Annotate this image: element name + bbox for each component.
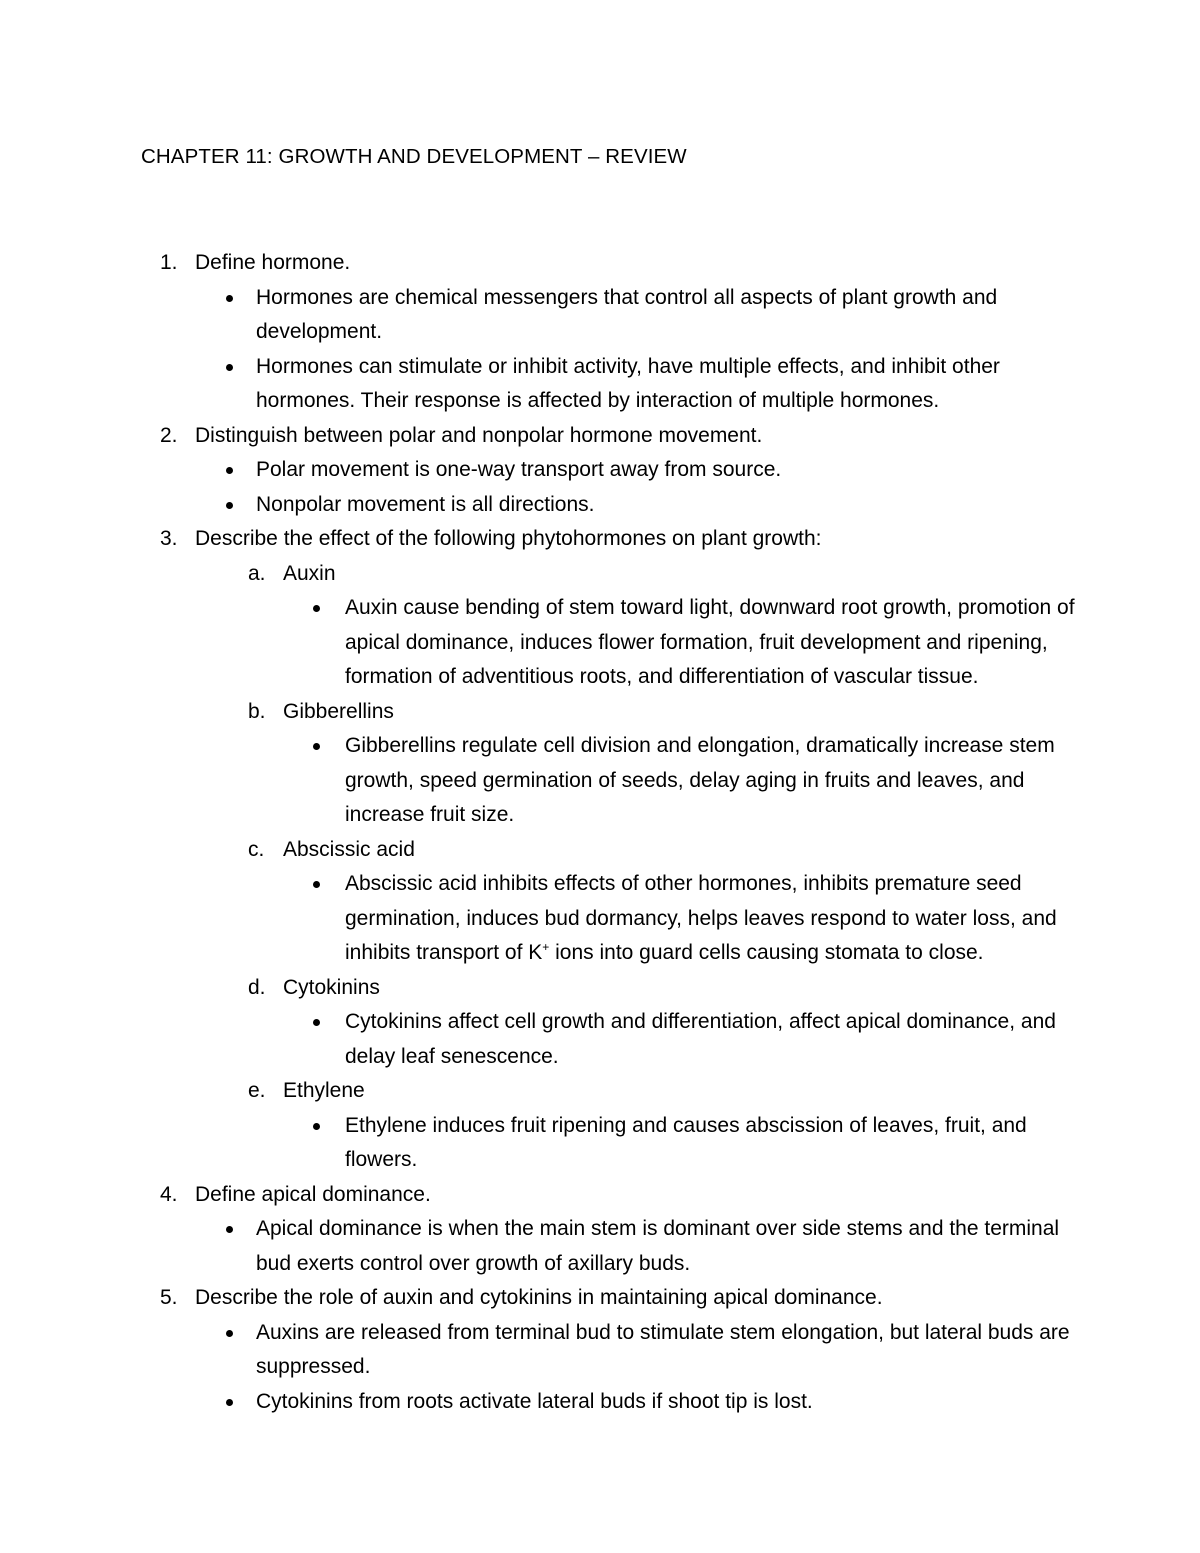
bullet-icon bbox=[226, 1399, 233, 1406]
answer-bullet: Nonpolar movement is all directions. bbox=[0, 488, 1200, 523]
subitem-name: Ethylene bbox=[283, 1079, 365, 1102]
question-text: Define apical dominance. bbox=[195, 1182, 431, 1206]
bullet-icon bbox=[313, 1019, 320, 1026]
subitem-letter: e. bbox=[248, 1079, 266, 1102]
bullet-icon bbox=[313, 1123, 320, 1130]
answer-bullet: Cytokinins from roots activate lateral buds if shoot tip is lost. bbox=[0, 1385, 1200, 1420]
bullet-icon bbox=[226, 1226, 233, 1233]
superscript-plus: + bbox=[542, 940, 550, 954]
answer-bullet: Gibberellins regulate cell division and elongation, dramatically increase stem growth, speed germination of seeds, delay aging in fruits and leaves, and increase fruit size. bbox=[0, 729, 1200, 833]
bullet-icon bbox=[226, 467, 233, 474]
question-text: Distinguish between polar and nonpolar hormone movement. bbox=[195, 423, 763, 447]
answer-bullet: Abscissic acid inhibits effects of other hormones, inhibits premature seed germination, induces bud dormancy, helps leaves respond to water loss, and inhibits transport of K+ ions into guard cells causing stomata to close. bbox=[0, 867, 1200, 971]
bullet-icon bbox=[226, 364, 233, 371]
bullet-icon bbox=[226, 502, 233, 509]
bullet-icon bbox=[313, 743, 320, 750]
chapter-title: CHAPTER 11: GROWTH AND DEVELOPMENT – REVIEW bbox=[141, 145, 687, 168]
subitem-letter: b. bbox=[248, 699, 266, 723]
answer-bullet: Cytokinins affect cell growth and differentiation, affect apical dominance, and delay leaf senescence. bbox=[0, 1005, 1200, 1074]
answer-bullet: Ethylene induces fruit ripening and causes abscission of leaves, fruit, and flowers. bbox=[0, 1109, 1200, 1178]
subitem-auxin bbox=[0, 557, 1200, 592]
subitem-letter: a. bbox=[248, 561, 266, 585]
question-3 bbox=[0, 522, 1200, 557]
subitem-ethylene bbox=[0, 1074, 1200, 1109]
answer-bullet: Auxins are released from terminal bud to stimulate stem elongation, but lateral buds are suppressed. bbox=[0, 1316, 1200, 1385]
subitem-name: Gibberellins bbox=[283, 699, 394, 723]
question-4 bbox=[0, 1178, 1200, 1213]
bullet-icon bbox=[226, 295, 233, 302]
answer-bullet: Hormones are chemical messengers that control all aspects of plant growth and development. bbox=[0, 281, 1200, 350]
answer-bullet: Auxin cause bending of stem toward light, downward root growth, promotion of apical dominance, induces flower formation, fruit development and ripening, formation of adventitious roots, and differentiation of vascular tissue. bbox=[0, 591, 1200, 695]
question-1 bbox=[0, 246, 1200, 281]
bullet-icon bbox=[313, 605, 320, 612]
answer-bullet: Apical dominance is when the main stem is dominant over side stems and the terminal bud exerts control over growth of axillary buds. bbox=[0, 1212, 1200, 1281]
subitem-cytokinins bbox=[0, 971, 1200, 1006]
bullet-icon bbox=[313, 881, 320, 888]
answer-bullet: Hormones can stimulate or inhibit activity, have multiple effects, and inhibit other hormones. Their response is affected by interaction of multiple hormones. bbox=[0, 350, 1200, 419]
subitem-abscissic-acid bbox=[0, 833, 1200, 868]
question-text: Define hormone. bbox=[195, 251, 351, 274]
subitem-name: Abscissic acid bbox=[283, 837, 415, 861]
subitem-gibberellins bbox=[0, 695, 1200, 730]
question-list bbox=[0, 246, 1200, 1419]
question-number: 3. bbox=[160, 527, 178, 550]
question-number: 1. bbox=[160, 251, 178, 274]
question-number: 5. bbox=[160, 1286, 178, 1309]
question-number: 2. bbox=[160, 423, 178, 447]
question-text: Describe the role of auxin and cytokinins in maintaining apical dominance. bbox=[195, 1286, 883, 1309]
question-text: Describe the effect of the following phytohormones on plant growth: bbox=[195, 527, 822, 550]
question-number: 4. bbox=[160, 1182, 178, 1206]
bullet-icon bbox=[226, 1330, 233, 1337]
question-5 bbox=[0, 1281, 1200, 1316]
question-2 bbox=[0, 419, 1200, 454]
subitem-name: Cytokinins bbox=[283, 975, 380, 999]
subitem-letter: d. bbox=[248, 975, 266, 999]
subitem-letter: c. bbox=[248, 837, 265, 861]
subitem-name: Auxin bbox=[283, 561, 336, 585]
answer-bullet: Polar movement is one-way transport away from source. bbox=[0, 453, 1200, 488]
